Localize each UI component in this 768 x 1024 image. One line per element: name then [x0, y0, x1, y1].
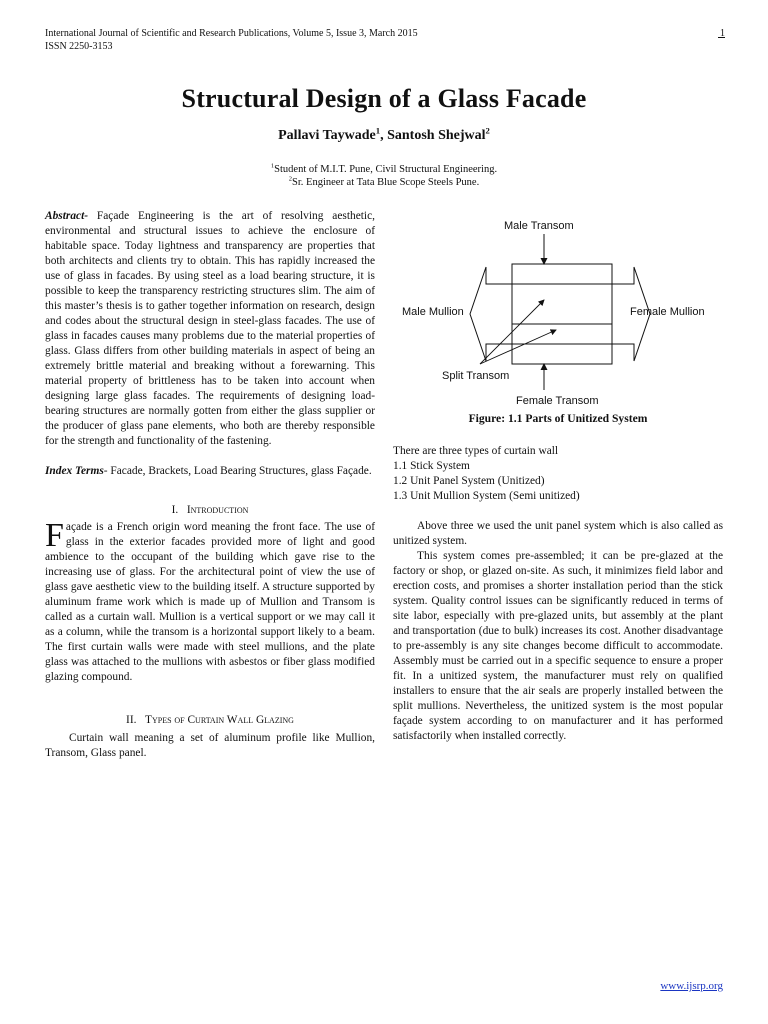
type-item-2: 1.2 Unit Panel System (Unitized) [393, 475, 545, 487]
type-item-1: 1.1 Stick System [393, 460, 470, 472]
male-mullion-arrow [470, 267, 512, 361]
author-2: Santosh Shejwal [387, 128, 486, 143]
label-female-transom: Female Transom [516, 395, 599, 407]
label-male-mullion: Male Mullion [402, 306, 464, 318]
author-1-sup: 1 [375, 125, 381, 136]
abstract-text: Façade Engineering is the art of resolving aesthetic, environmental and structural issues to achieve the enclosure of habitable space. Today lightness and transparency are properties that both architects and clients try to obtain. This has rapidly increased the use of glass in facades. By using steel as a load bearing structure, it is possible to keep the transparency restricting structures slim. The aim of this master’s thesis is to gather together information on research, design and codes about the structural design in steel-glass facades. The use of glass in facades causes many problems due to the material properties of glass. Glass differs from other building materials in aspect of being an extremely brittle material and breaking without a forewarning. This material property of brittleness has to be taken into account when designing large glass facades. The requirements of designing load-bearing structures are normally gotten from either the glass supplier or the producer of glass pane elements, who both are thereby responsible for the strength and functionality of the fastening. [45, 210, 375, 447]
affiliations [0, 163, 768, 189]
index-terms [45, 464, 375, 479]
section-1-heading: I. Introduction [171, 504, 249, 516]
affiliation-1: $^1$Student of M.I.T. Pune, Civil Structural Engineering. [270, 162, 498, 175]
unitized-system-figure [398, 212, 728, 412]
abstract [45, 209, 375, 449]
abstract-label: Abstract- [45, 210, 89, 222]
types-intro: There are three types of curtain wall [393, 445, 559, 457]
type-item-3: 1.3 Unit Mullion System (Semi unitized) [393, 490, 580, 502]
dropcap: F [45, 517, 64, 554]
paper-title: Structural Design of a Glass Facade [181, 84, 587, 113]
author-separator: , [380, 128, 388, 143]
panel-frame [512, 264, 612, 364]
section-2-heading: II. Types of Curtain Wall Glazing [126, 714, 294, 726]
page-number: 1 [720, 28, 725, 39]
affiliation-2: $^2$Sr. Engineer at Tata Blue Scope Steels Pune. [288, 175, 480, 188]
issn: ISSN 2250-3153 [45, 41, 113, 52]
right-column [393, 444, 723, 744]
label-male-transom: Male Transom [504, 220, 574, 232]
label-female-mullion: Female Mullion [630, 306, 705, 318]
section-2-text: Curtain wall meaning a set of aluminum profile like Mullion, Transom, Glass panel. [45, 732, 375, 759]
left-column [45, 209, 375, 761]
figure-caption: Figure: 1.1 Parts of Unitized System [468, 412, 648, 425]
author-1: Pallavi Taywade [278, 128, 376, 143]
label-split-transom: Split Transom [442, 370, 510, 382]
author-2-sup: 2 [485, 125, 490, 136]
journal-name: International Journal of Scientific and Research Publications, Volume 5, Issue 3, March 2015 [45, 28, 418, 39]
paragraph-2: This system comes pre-assembled; it can be pre-glazed at the factory or shop, or glazed on-site. As such, it minimizes field labor and erection costs, and promises a shorter installation period than the stick system. Quality control issues can be significantly reduced in terms of site labor, especially with pre-glazed units, but assembly at the plant and transportation (due to bulk) increases its cost. Another disadvantage to pre-assembly is any site changes become difficult to accommodate. Assembly must be carried out in a specific sequence to ensure a proper fit. In a unitized system, the manufacturer must rely on qualified installers to ensure that the air seals are properly installed between the split mullions. Nevertheless, the unitized system is the most popular façade system according to on manufacturer and it has performed satisfactorily when installed correctly. [393, 550, 723, 742]
split-transom-arrow-2 [480, 330, 556, 364]
page-header [45, 27, 725, 53]
index-terms-text: - Facade, Brackets, Load Bearing Structures, glass Façade. [103, 465, 372, 477]
paragraph-1: Above three we used the unit panel system which is also called as unitized system. [393, 520, 723, 547]
header-mark [718, 37, 725, 38]
footer-link[interactable]: www.ijsrp.org [660, 980, 723, 992]
section-1-text: Façade is a French origin word meaning the front face. The use of glass in the exterior facades provided more of light and good ambience to the occupant of the building which gave rise to the increasing use of glass. For the architectural point of view the use of glass gave aesthetic view to the building itself. A structure supported by aluminum frame work which is made up of Mullion and Transom is called as a curtain wall. Mullion is a vertical support or we may call it as a column, while the transom is a horizontal support likely to a beam. The first curtain walls were made with steel mullions, and the plate glass was attached to the mullions with asbestos or fiber glass modified glazing compound. [45, 517, 375, 683]
index-terms-label: Index Terms [45, 465, 104, 477]
author-list [0, 125, 768, 144]
